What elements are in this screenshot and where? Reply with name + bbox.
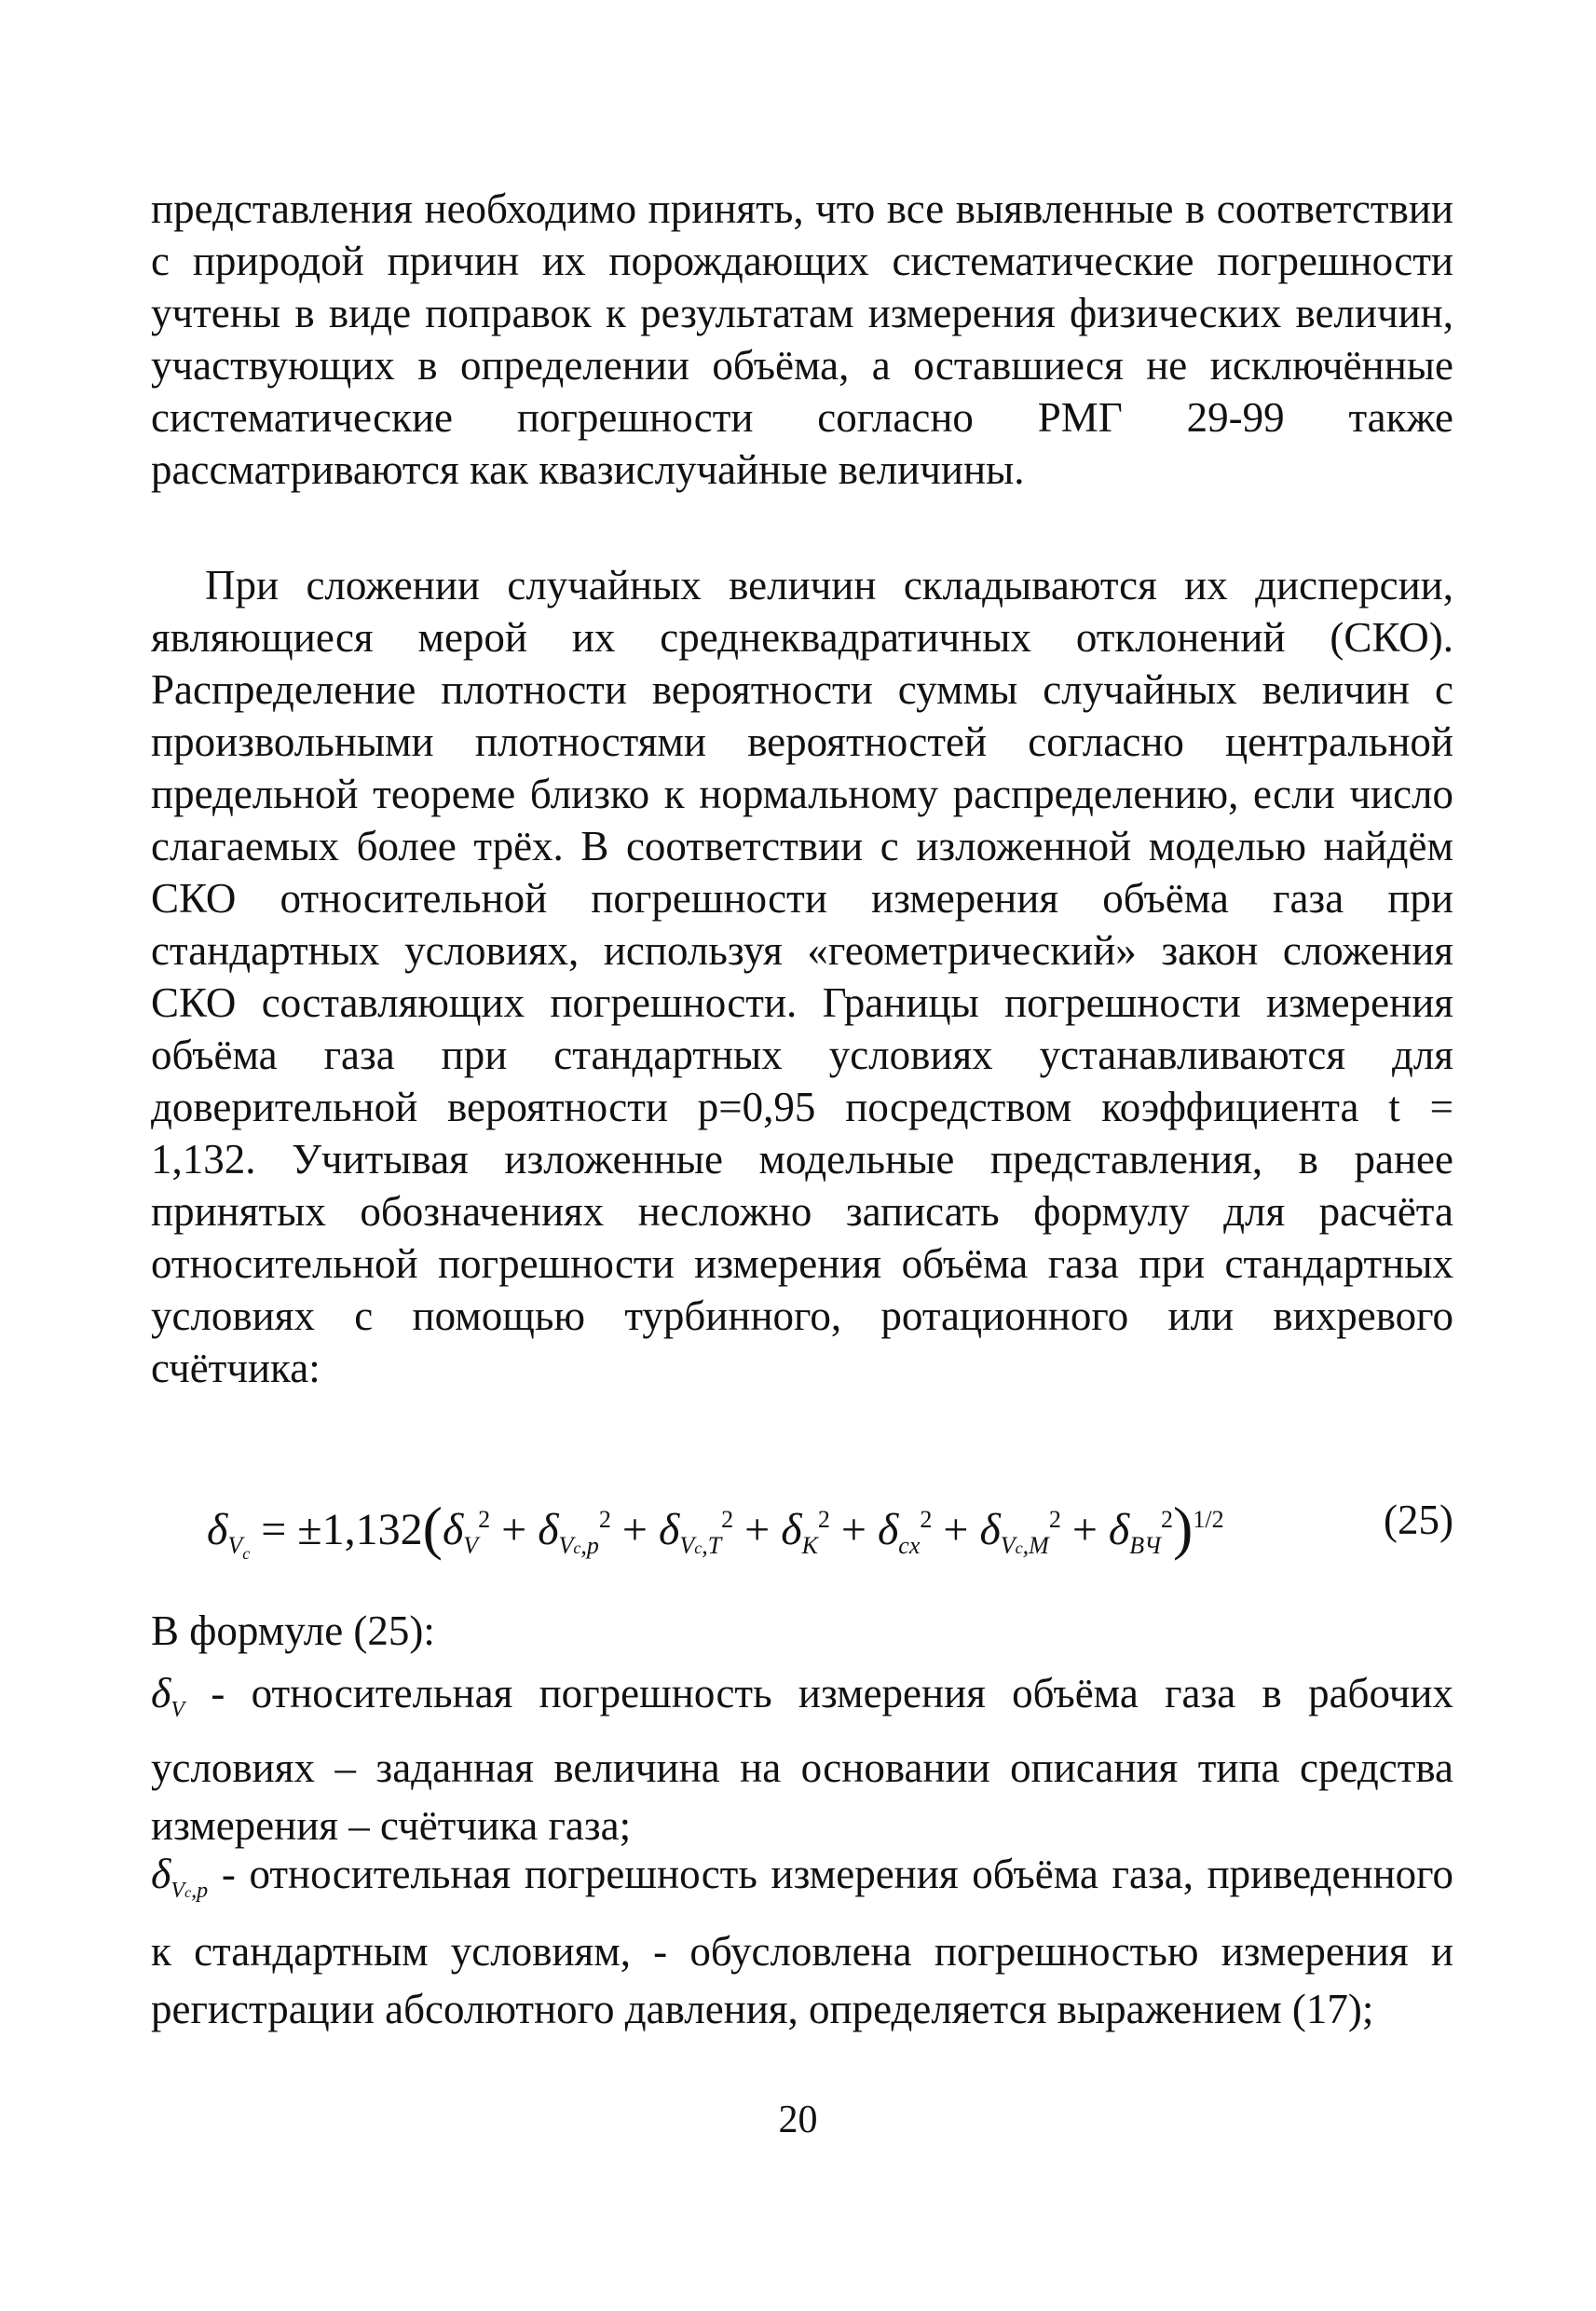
definition-delta-v-text: - относительная погрешность измерения объёма газа в рабочих условиях – заданная величина на основании описания типа средства измерения – счётчика газа; xyxy=(151,1670,1453,1850)
formula-expression: $\delta_{V_c} = \pm 1,132(\delta_V^2 + \delta_{Vc,p}^2 + \delta_{Vc,T}^2 + \delta_K^2 + \delta_{cx}^2 + \delta_{Vc,M}^2 + \delta_{BЧ}^2)^{1/2}$ xyxy=(207,1495,1224,1563)
delta-vc-p-symbol: $\delta_{Vc,p}$ xyxy=(151,1850,209,1904)
definition-delta-vc-p-text: - относительная погрешность измерения объёма газа, приведенного к стандартным условиям, - обусловлена погрешностью измерения и регистрации абсолютного давления, определяется выражением (17); xyxy=(151,1851,1453,2033)
formula-coefficient: = ±1,132 xyxy=(261,1505,423,1554)
definition-delta-v xyxy=(151,1664,1453,1854)
definition-delta-vc-p xyxy=(151,1845,1453,2038)
formula-25 xyxy=(151,1478,1453,1562)
equation-number: (25) xyxy=(1384,1497,1453,1543)
paragraph-continuation: представления необходимо принять, что все выявленные в соответствии с природой причин их порождающих систематические погрешности учтены в виде поправок к результатам измерения физических величин, участвующих в определении объёма, а оставшиеся не исключённые систематические погрешности согласно РМГ 29-99 также рассматриваются как квазислучайные величины. xyxy=(151,185,1453,493)
delta-v-symbol: $\delta_V$ xyxy=(151,1669,185,1723)
formula-exponent: 1/2 xyxy=(1193,1506,1224,1533)
definitions-intro: В формуле (25): xyxy=(151,1607,435,1654)
paragraph-sum-of-variances: При сложении случайных величин складываются их дисперсии, являющиеся мерой их среднеквадратичных отклонений (СКО). Распределение плотности вероятности суммы случайных величин с произвольными плотностями вероятностей согласно центральной предельной теореме близко к нормальному распределению, если число слагаемых более трёх. В соответствии с изложенной моделью найдём СКО относительной погрешности измерения объёма газа при стандартных условиях, используя «геометрический» закон сложения СКО составляющих погрешности. Границы погрешности измерения объёма газа при стандартных условиях устанавливаются для доверительной вероятности р=0,95 посредством коэффициента t = 1,132. Учитывая изложенные модельные представления, в ранее принятых обозначениях несложно записать формулу для расчёта относительной погрешности измерения объёма газа при стандартных условиях с помощью турбинного, ротационного или вихревого счётчика: xyxy=(151,562,1453,1391)
page-number: 20 xyxy=(778,2099,818,2141)
